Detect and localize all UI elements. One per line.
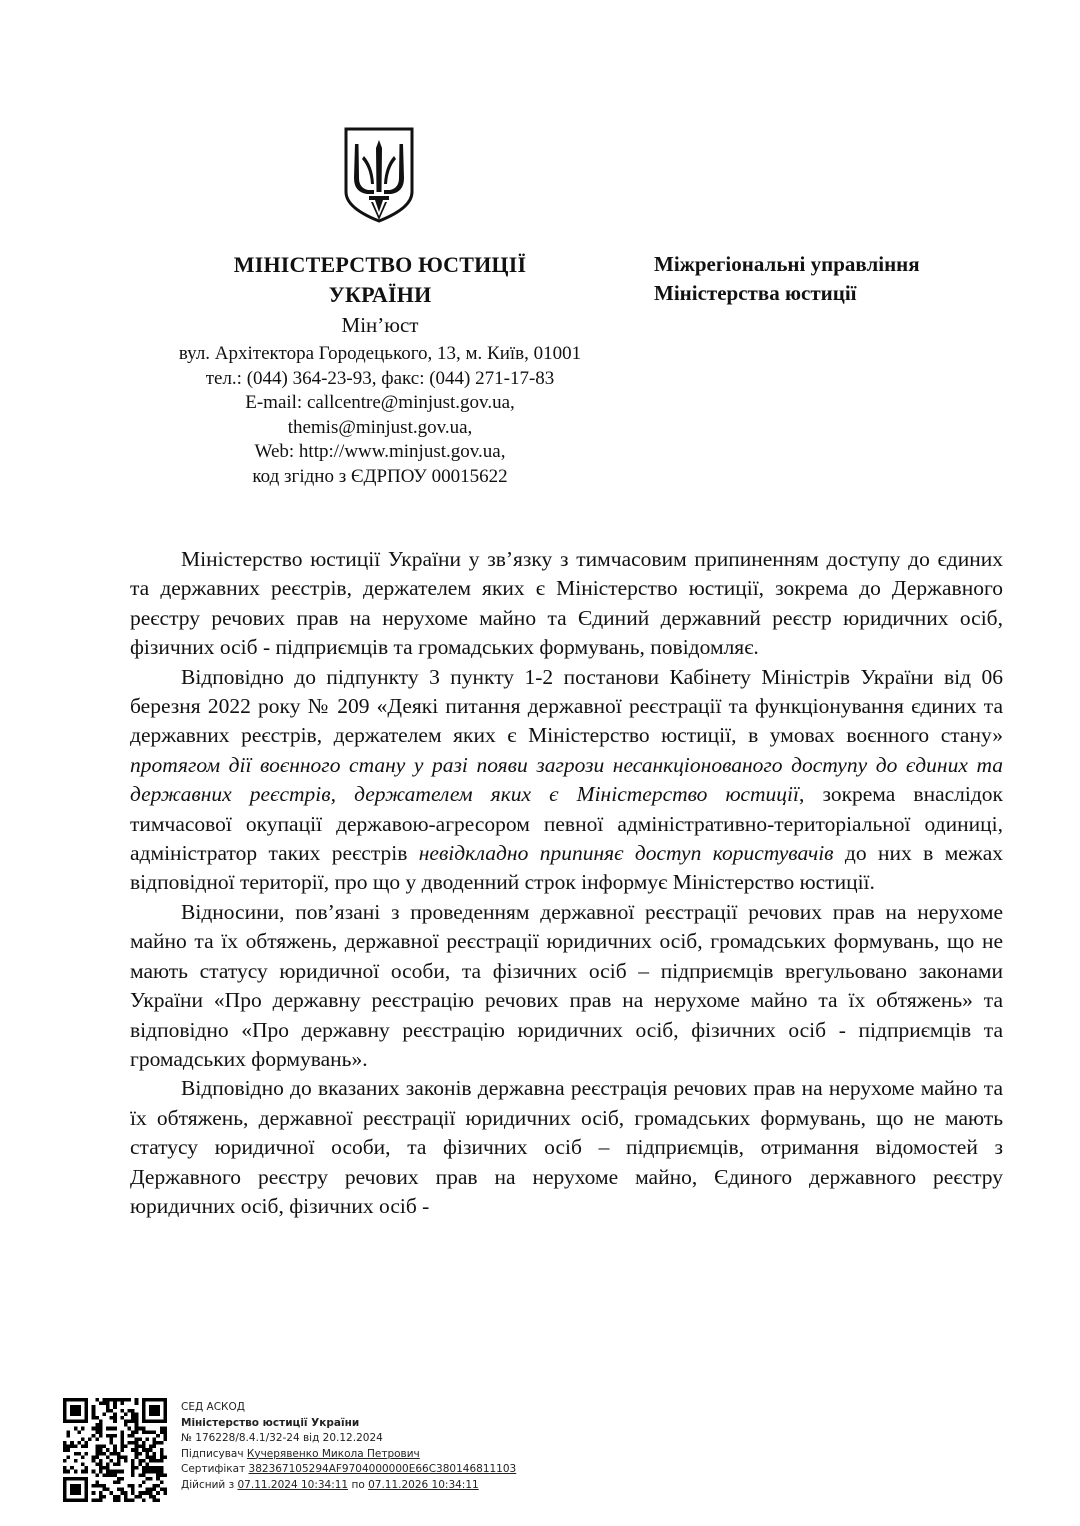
stamp-certificate	[181, 1462, 516, 1478]
qr-code-icon	[63, 1398, 167, 1502]
stamp-valid-mid: по	[348, 1478, 369, 1491]
paragraph-2-part-e: до них в межах відповідної території, про що у дводенний строк інформує Міністерство юстиції.	[130, 841, 1003, 895]
paragraph-2-italic-b: протягом дії воєнного стану у разі появи загрози несанкціонованого доступу до єдиних та державних реєстрів, держателем яких є Міністерство юстиції	[130, 752, 1003, 807]
stamp-valid-from: 07.11.2024 10:34:11	[237, 1478, 349, 1491]
signature-stamp	[63, 1398, 516, 1508]
stamp-signer-name: Кучерявенко Микола Петрович	[246, 1447, 420, 1460]
stamp-text	[181, 1400, 516, 1493]
stamp-cert-label: Сертифікат	[181, 1463, 249, 1475]
paragraph-2	[130, 663, 1003, 898]
org-web: Web: http://www.minjust.gov.ua,	[254, 441, 506, 462]
org-title-line1: МІНІСТЕРСТВО ЮСТИЦІЇ	[233, 252, 527, 277]
paragraph-2-part-a: Відповідно до підпункту 3 пункту 1-2 постанови Кабінету Міністрів України від 06 березня 2022 року № 209 «Деякі питання державної реєстрації та функціонування єдиних та державних реєстрів, держателем яких є Міністерство юстиції, в умовах воєнного стану»	[130, 664, 1003, 748]
stamp-org-name: Міністерство юстиції України	[181, 1416, 360, 1429]
trident-coat-of-arms-icon	[343, 126, 415, 224]
org-email: E-mail: callcentre@minjust.gov.ua,	[245, 392, 515, 413]
organization-header	[130, 250, 630, 489]
paragraph-4: Відповідно до вказаних законів державна реєстрація речових прав на нерухоме майно та їх обтяжень, державної реєстрації юридичних осіб, громадських формувань, що не мають статусу юридичної особи, та фізичних осіб – підприємців, отримання відомостей з Державного реєстру речових прав на нерухоме майно, Єдиного державного реєстру юридичних осіб, фізичних осіб -	[130, 1076, 1003, 1218]
stamp-cert-value: 382367105294AF9704000000E66C380146811103	[248, 1463, 517, 1475]
stamp-validity	[181, 1478, 516, 1494]
paragraph-1: Міністерство юстиції України у зв’язку з тимчасовим припиненням доступу до єдиних та державних реєстрів, держателем яких є Міністерство юстиції, зокрема до Державного реєстру речових прав на нерухоме майно та Єдиний державний реєстр юридичних осіб, фізичних осіб - підприємців та громадських формувань, повідомляє.	[130, 547, 1003, 660]
stamp-signer	[181, 1447, 516, 1463]
stamp-system: СЕД АСКОД	[181, 1401, 245, 1413]
org-address: вул. Архітектора Городецького, 13, м. Київ, 01001	[178, 343, 582, 364]
org-edrpou: код згідно з ЄДРПОУ 00015622	[252, 465, 508, 487]
org-email-2: themis@minjust.gov.ua,	[287, 416, 473, 438]
paragraph-3: Відносини, пов’язані з проведенням державної реєстрації речових прав на нерухоме майно та їх обтяжень, державної реєстрації юридичних осіб, громадських формувань, що не мають статусу юридичної особи, та фізичних осіб – підприємців врегульовано законами України «Про державну реєстрацію речових прав на нерухоме майно та їх обтяжень» та відповідно «Про державну реєстрацію юридичних осіб, фізичних осіб - підприємців та громадських формувань».	[130, 899, 1003, 1071]
letter-body	[130, 545, 1003, 1221]
org-phone: тел.: (044) 364-23-93, факс: (044) 271-17-83	[205, 367, 555, 389]
stamp-valid-to: 07.11.2026 10:34:11	[368, 1478, 479, 1491]
recipient-line1: Міжрегіональні управління	[654, 252, 920, 276]
org-title-line2: УКРАЇНИ	[328, 282, 432, 307]
paragraph-2-part-c: , зокрема внаслідок тимчасової окупації державою-агресором певної адміністративно-територіальної одиниці, адміністратор таких реєстрів	[130, 782, 1004, 866]
paragraph-2-italic-d: невідкладно припиняє доступ користувачів	[418, 841, 834, 866]
org-short-name: Мін’юст	[341, 313, 419, 337]
stamp-valid-label: Дійсний з	[181, 1478, 238, 1491]
stamp-signer-label: Підписувач	[181, 1447, 247, 1460]
recipient-line2: Міністерства юстиції	[654, 281, 857, 305]
recipient-block	[654, 250, 1034, 308]
stamp-reg-number: № 176228/8.4.1/32-24 від 20.12.2024	[181, 1432, 383, 1444]
